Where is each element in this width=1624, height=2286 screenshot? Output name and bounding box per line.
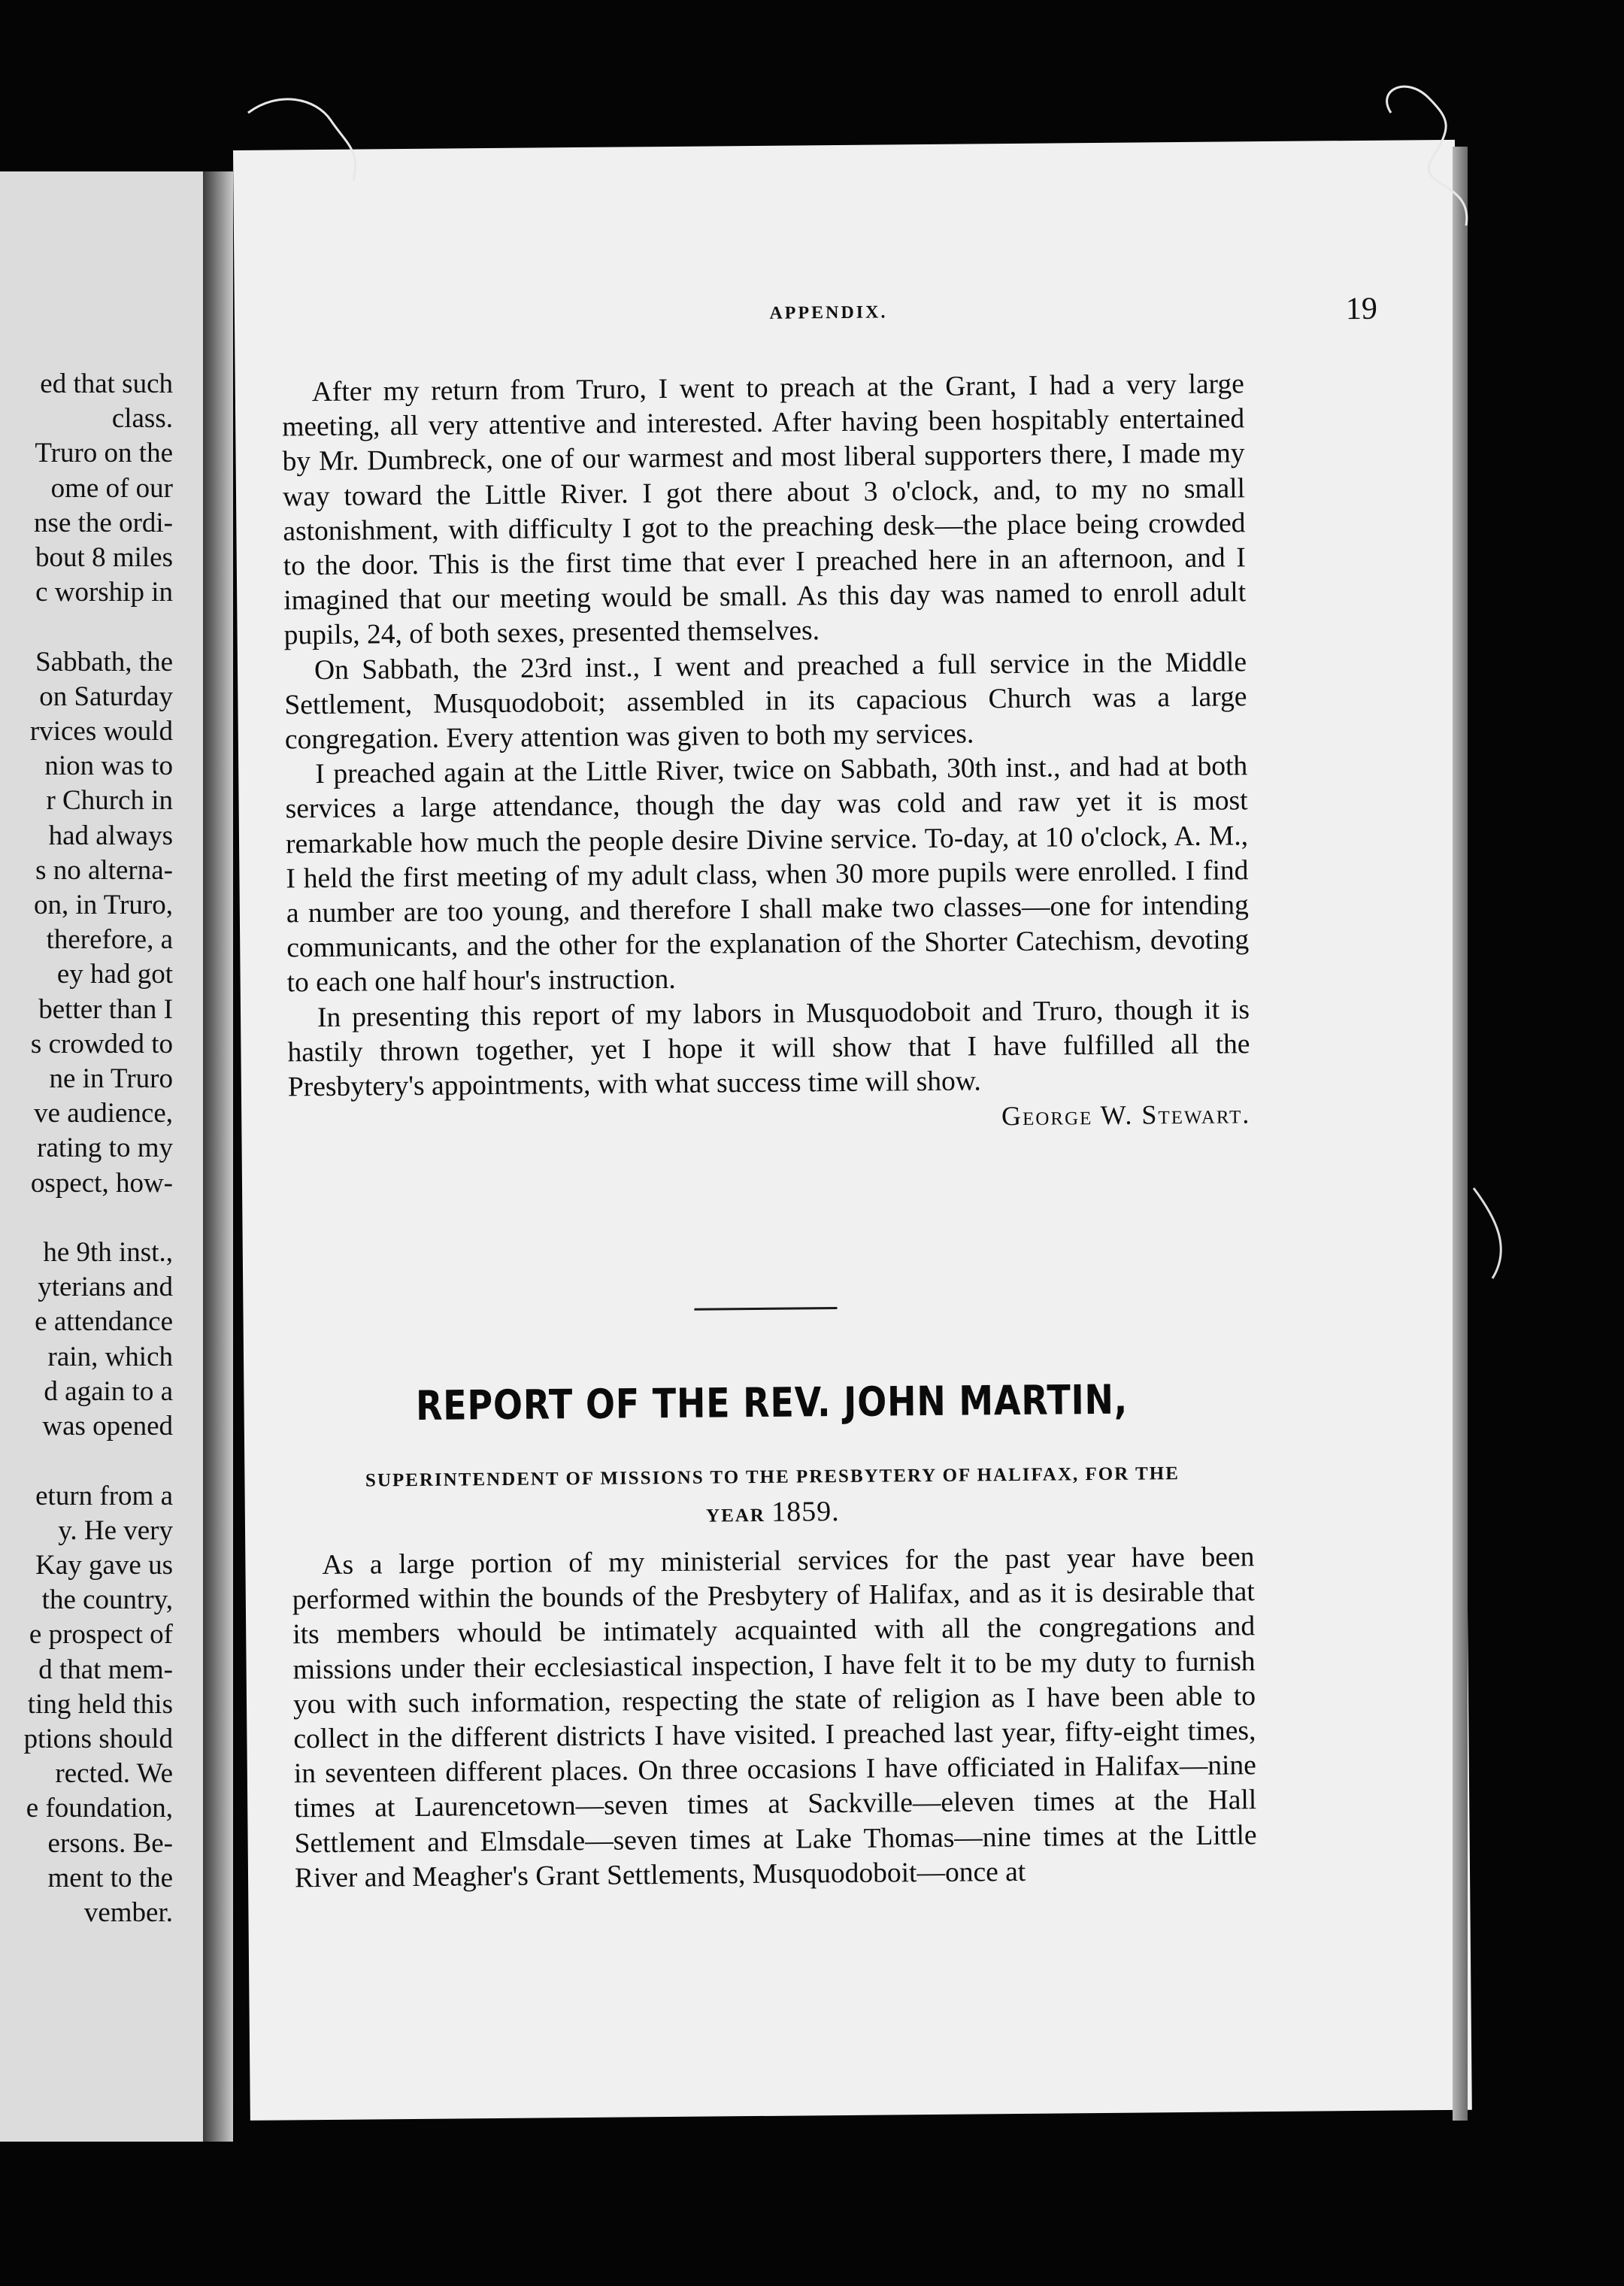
left-page-line: on Saturday — [39, 681, 173, 712]
paragraph-little-river: I preached again at the Little River, twice on Sabbath, 30th inst., and had at both services a large attendance, though the day was cold and raw yet it is most remarkable how much the people desire Divine service. To-day, at 10 o'clock, A. M., I held the first meeting of my adult class, when 30 more pupils were enrolled. I find a number are too young, and therefore I shall make two classes—one for intending communicants, and the other for the explanation of the Shorter Catechism, devoting to each one half hour's instruction. — [285, 750, 1250, 999]
left-page-line: eturn from a — [35, 1480, 173, 1511]
left-page-line: ed that such — [40, 368, 173, 399]
left-page-line: Kay gave us — [35, 1549, 173, 1581]
left-page-line: c worship in — [35, 577, 173, 608]
left-page-line: Sabbath, the — [35, 646, 173, 678]
left-page-line: d again to a — [44, 1375, 173, 1407]
left-page-line: the country, — [41, 1584, 173, 1616]
paragraph-presenting-report: In presenting this report of my labors in Musquodoboit and Truro, though it is hastily thrown together, yet I hope it will show that I have fulfilled all the Presbytery's appointments, with what success time will show. — [287, 993, 1250, 1103]
left-page-line: s crowded to — [30, 1028, 173, 1060]
left-page-line: class. — [111, 403, 173, 435]
report-year-label: YEAR — [705, 1505, 766, 1527]
left-page-line: bout 8 miles — [35, 542, 173, 574]
left-page-line: y. He very — [58, 1514, 173, 1546]
left-page-line: ve audience, — [34, 1098, 173, 1129]
left-page-line: therefore, a — [46, 924, 173, 956]
left-page-line: ospect, how- — [30, 1167, 173, 1199]
left-page-line: was opened — [42, 1411, 173, 1442]
paragraph-truro-return: After my return from Truro, I went to preach at the Grant, I had a very large meeting, all very attentive and interested. After having been hospitably entertained by Mr. Dumbreck, one of our warmest and most liberal supporters there, I made my way toward the Little River. I got there about 3 o'clock, and, to my no small astonishment, with difficulty I got to the preaching desk—the place being crowded to the door. This is the first time that ever I preached here in an afternoon, and I imagined that our meeting would be small. As this day was named to enroll adult pupils, 24, of both sexes, presented themselves. — [282, 368, 1247, 651]
left-page-line: e prospect of — [29, 1619, 173, 1651]
left-page-line: nion was to — [44, 750, 173, 782]
left-page-line: had always — [48, 820, 173, 851]
left-page-line: vember. — [83, 1896, 173, 1928]
left-page-line: nse the ordi- — [34, 507, 173, 538]
left-page-line: on, in Truro, — [33, 890, 173, 921]
left-page-line: r Church in — [46, 785, 173, 817]
left-page-line: d that mem- — [38, 1654, 173, 1685]
left-page-line: e attendance — [35, 1306, 173, 1338]
report-subtitle-text: SUPERINTENDENT OF MISSIONS TO THE PRESBYTERY OF HALIFAX, FOR THE — [365, 1463, 1180, 1491]
report-paragraph: As a large portion of my ministerial services for the past year have been performed within the bounds of the Presbytery of Halifax, and as it is desirable that its members whould be intimately acquainted with all the congregations and missions under their ecclesiastical inspection, I have felt it to be my duty to furnish you with such information, respecting the state of religion as I have been able to collect in the different districts I have visited. I preached last year, fifty-eight times, in seventeen different places. On three occasions I have officiated in Halifax—nine times at Laurencetown—seven times at Sackville—eleven times at the Hall Settlement and Elmsdale—seven times at Lake Thomas—nine times at the Little River and Meagher's Grant Settlements, Musquodoboit—once at — [292, 1542, 1257, 1894]
left-page-line: yterians and — [38, 1272, 173, 1303]
left-page-line: rating to my — [37, 1132, 173, 1164]
paragraph-middle-settlement: On Sabbath, the 23rd inst., I went and preached a full service in the Middle Settlement, Musquodoboit; assembled in its capacious Church was a large congregation. Every attention was given to both my services. — [284, 646, 1247, 756]
left-page-line: ersons. Be- — [47, 1827, 173, 1859]
left-page-line: ome of our — [50, 472, 173, 504]
signature: George W. Stewart. — [1001, 1099, 1251, 1132]
left-page-line: ey had got — [56, 959, 173, 990]
left-page-line: Truro on the — [35, 438, 173, 469]
left-page-line: s no alterna- — [35, 854, 173, 886]
left-page-line: better than I — [38, 993, 173, 1025]
left-page-line: rain, which — [47, 1341, 173, 1372]
running-title: APPENDIX. — [769, 302, 888, 323]
left-page-line: rected. We — [55, 1758, 173, 1790]
left-page-line: e foundation, — [26, 1793, 173, 1824]
report-title: REPORT OF THE REV. JOHN MARTIN, — [415, 1375, 1129, 1430]
left-page-line: ptions should — [23, 1723, 173, 1754]
report-year: 1859. — [771, 1496, 840, 1528]
left-page-line: ment to the — [47, 1862, 173, 1893]
left-page-line: ne in Truro — [49, 1063, 173, 1095]
left-page-line: he 9th inst., — [43, 1237, 173, 1269]
left-page-line: ting held this — [27, 1688, 173, 1720]
left-page-line: rvices would — [29, 716, 173, 747]
page-number: 19 — [1345, 291, 1378, 327]
